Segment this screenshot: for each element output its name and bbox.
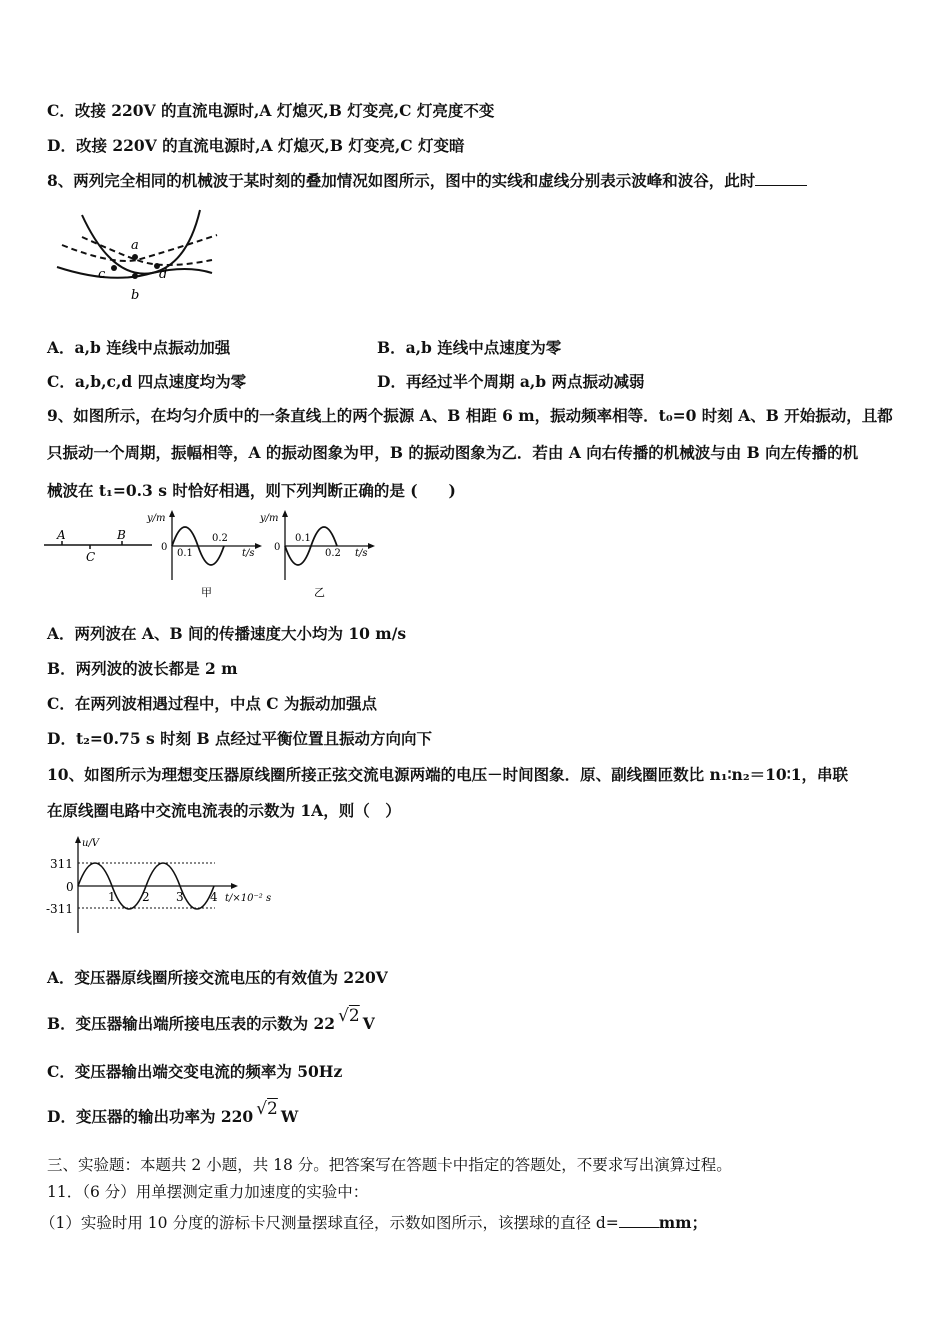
question-10-line2: 在原线圈电路中交流电流表的示数为 1A，则（ ） — [47, 801, 401, 820]
q8-option-a: A．a,b 连线中点振动加强 — [47, 338, 231, 357]
yi-t2: 0.2 — [325, 548, 341, 559]
label-b: b — [131, 288, 140, 303]
section-3-heading: 三、实验题：本题共 2 小题，共 18 分。把答案写在答题卡中指定的答题处，不要求写出演算过程。 — [47, 1156, 732, 1174]
yi-caption: 乙 — [314, 586, 325, 599]
figure-8-wave-superposition — [52, 205, 222, 305]
graph10-zero: 0 — [66, 880, 74, 894]
point-c — [111, 265, 117, 271]
label-d: d — [159, 267, 168, 282]
option-c-dc: C．改接 220V 的直流电源时,A 灯熄灭,B 灯变亮,C 灯亮度不变 — [47, 101, 495, 120]
q10-option-a: A．变压器原线圈所接交流电压的有效值为 220V — [47, 968, 388, 987]
q8-option-c: C．a,b,c,d 四点速度均为零 — [47, 372, 247, 391]
yi-t1: 0.1 — [295, 533, 311, 544]
q10-option-b-text: B．变压器输出端所接电压表的示数为 22 — [47, 1014, 336, 1033]
sqrt-symbol: √ — [338, 1006, 349, 1026]
label-A: A — [57, 528, 66, 542]
question-8 — [47, 171, 807, 191]
jia-t2: 0.2 — [212, 533, 228, 544]
question-9-line2: 只振动一个周期，振幅相等，A 的振动图象为甲，B 的振动图象为乙．若由 A 向右传播的机械波与由 B 向左传播的机 — [47, 443, 859, 462]
figure-9-graph-yi — [258, 508, 378, 600]
graph10-t1: 1 — [108, 890, 116, 904]
graph10-xlabel: t/×10⁻² s — [225, 893, 272, 904]
option-d-dc: D．改接 220V 的直流电源时,A 灯熄灭,B 灯变亮,C 灯变暗 — [47, 136, 465, 155]
q8-option-b: B．a,b 连线中点速度为零 — [377, 338, 562, 357]
sqrt-radicand: 2 — [267, 1099, 278, 1119]
question-8-text: 8、两列完全相同的机械波于某时刻的叠加情况如图所示，图中的实线和虚线分别表示波峰和波谷，此时 — [47, 171, 756, 190]
q9-option-b: B．两列波的波长都是 2 m — [47, 659, 238, 678]
jia-caption: 甲 — [201, 586, 212, 599]
q10-option-b-unit: V — [362, 1014, 375, 1033]
figure-9-sources — [44, 525, 154, 570]
sqrt-symbol: √ — [256, 1099, 268, 1119]
q9-option-a: A．两列波在 A、B 间的传播速度大小均为 10 m/s — [47, 624, 407, 643]
q9-option-d: D．t₂=0.75 s 时刻 B 点经过平衡位置且振动方向向下 — [47, 729, 433, 748]
graph10-t4: 4 — [210, 890, 218, 904]
label-C: C — [86, 550, 96, 564]
point-a — [132, 254, 138, 260]
point-b — [132, 273, 138, 279]
yi-xlabel: t/s — [355, 548, 368, 559]
question-9-line1: 9、如图所示，在均匀介质中的一条直线上的两个振源 A、B 相距 6 m，振动频率相等．t₀=0 时刻 A、B 开始振动，且都 — [47, 406, 893, 425]
graph10-ymin: -311 — [46, 902, 73, 916]
jia-ylabel: y/m — [147, 513, 166, 524]
jia-zero: 0 — [161, 542, 168, 553]
graph10-t3: 3 — [176, 890, 184, 904]
sqrt-2-icon — [256, 1099, 278, 1119]
yi-ylabel: y/m — [260, 513, 279, 524]
label-B: B — [117, 528, 126, 542]
figure-10-voltage-graph — [45, 833, 275, 938]
question-11-part1 — [40, 1213, 707, 1233]
graph10-ylabel: u/V — [82, 838, 100, 849]
jia-xlabel: t/s — [242, 548, 255, 559]
question-11: 11．（6 分）用单摆测定重力加速度的实验中： — [47, 1183, 369, 1201]
q10-option-d-unit: W — [280, 1107, 299, 1126]
q10-option-d-text: D．变压器的输出功率为 220 — [47, 1107, 254, 1126]
graph10-ymax: 311 — [50, 857, 73, 871]
q10-option-c: C．变压器输出端交变电流的频率为 50Hz — [47, 1062, 343, 1081]
question-9-line3: 械波在 t₁=0.3 s 时恰好相遇，则下列判断正确的是 ( ) — [47, 481, 456, 500]
question-11-part1-text: （1）实验时用 10 分度的游标卡尺测量摆球直径，示数如图所示，该摆球的直径 d= — [40, 1214, 619, 1232]
label-a: a — [131, 238, 139, 253]
answer-blank — [619, 1213, 659, 1228]
yi-zero: 0 — [274, 542, 281, 553]
q9-option-c: C．在两列波相遇过程中，中点 C 为振动加强点 — [47, 694, 377, 713]
question-10-line1: 10、如图所示为理想变压器原线圈所接正弦交流电源两端的电压－时间图象．原、副线圈匝数比 n₁∶n₂＝10∶1，串联 — [47, 765, 849, 784]
figure-9-graph-jia — [145, 508, 265, 600]
jia-t1: 0.1 — [177, 548, 193, 559]
sqrt-2-icon — [338, 1006, 360, 1026]
answer-blank — [755, 171, 807, 186]
q10-option-d — [47, 1099, 299, 1127]
q8-option-d: D．再经过半个周期 a,b 两点振动减弱 — [377, 372, 645, 391]
question-11-part1-unit: mm； — [658, 1213, 708, 1232]
label-c: c — [98, 267, 106, 282]
sqrt-radicand: 2 — [348, 1006, 360, 1026]
q10-option-b — [47, 1006, 375, 1034]
graph10-t2: 2 — [142, 890, 150, 904]
